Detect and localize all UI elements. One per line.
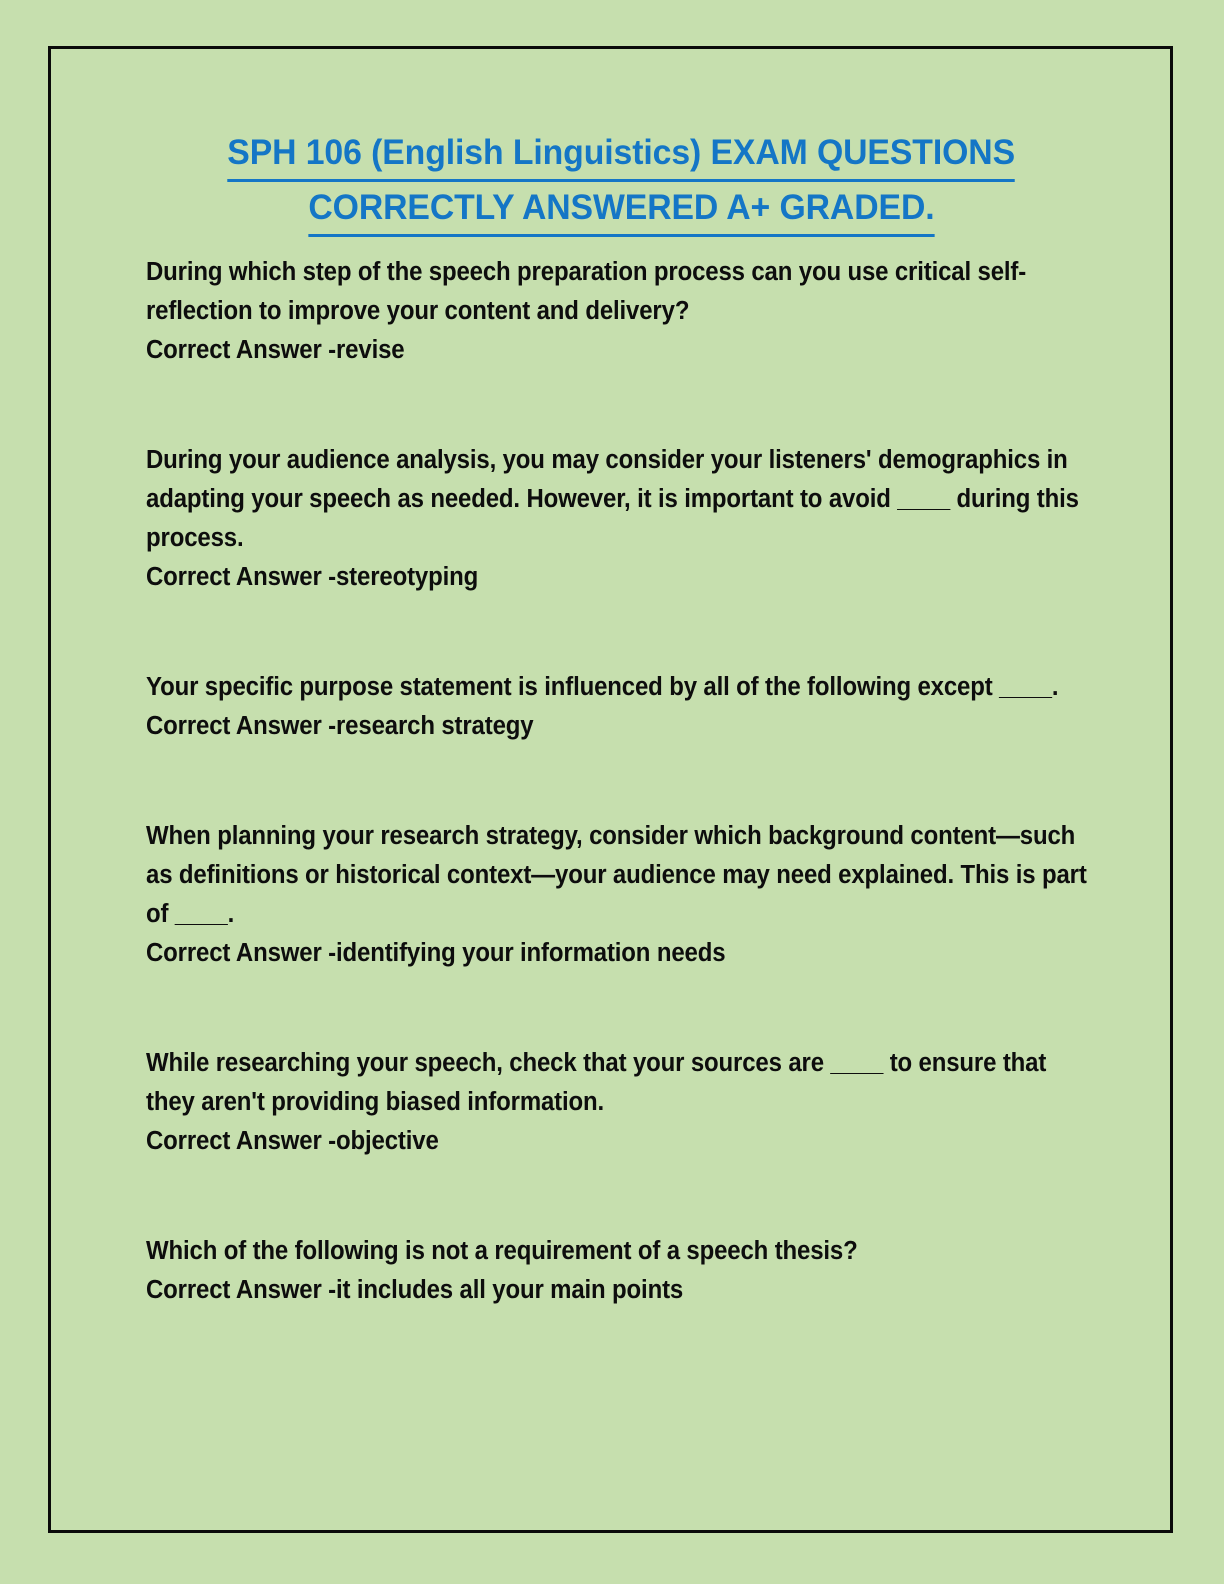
qa-question: During which step of the speech preparation process can you use critical self-reflection to improve your content and delivery?: [146, 258, 1027, 325]
qa-answer: Correct Answer -revise: [146, 336, 405, 364]
page-title-line-2: CORRECTLY ANSWERED A+ GRADED.: [146, 182, 1096, 237]
page-title-line-1: SPH 106 (English Linguistics) EXAM QUESTIONS: [146, 127, 1096, 182]
qa-question: Your specific purpose statement is influenced by all of the following except ____.: [146, 673, 1059, 701]
document-border-frame: [48, 46, 1173, 1533]
qa-block: [146, 1232, 1096, 1310]
qa-block: [146, 668, 1096, 746]
qa-question: During your audience analysis, you may consider your listeners' demographics in adapting your speech as needed. However, it is important to avoid ____ during this process.: [146, 446, 1079, 552]
qa-question: Which of the following is not a requirement of a speech thesis?: [146, 1237, 858, 1265]
qa-answer: Correct Answer -stereotyping: [146, 563, 479, 591]
document-content: [146, 127, 1096, 1310]
qa-block: [146, 441, 1096, 597]
page-title: [146, 127, 1096, 237]
qa-answer: Correct Answer -identifying your information needs: [146, 939, 726, 967]
qa-block: [146, 1044, 1096, 1161]
qa-answer: Correct Answer -research strategy: [146, 712, 534, 740]
qa-block: [146, 253, 1096, 370]
qa-list: [146, 253, 1096, 1310]
qa-question: While researching your speech, check that your sources are ____ to ensure that they aren't providing biased information.: [146, 1049, 1047, 1116]
qa-question: When planning your research strategy, consider which background content—such as definitions or historical context—your audience may need explained. This is part of ____.: [146, 822, 1087, 928]
qa-answer: Correct Answer -it includes all your main points: [146, 1276, 684, 1304]
qa-answer: Correct Answer -objective: [146, 1127, 439, 1155]
qa-block: [146, 817, 1096, 973]
